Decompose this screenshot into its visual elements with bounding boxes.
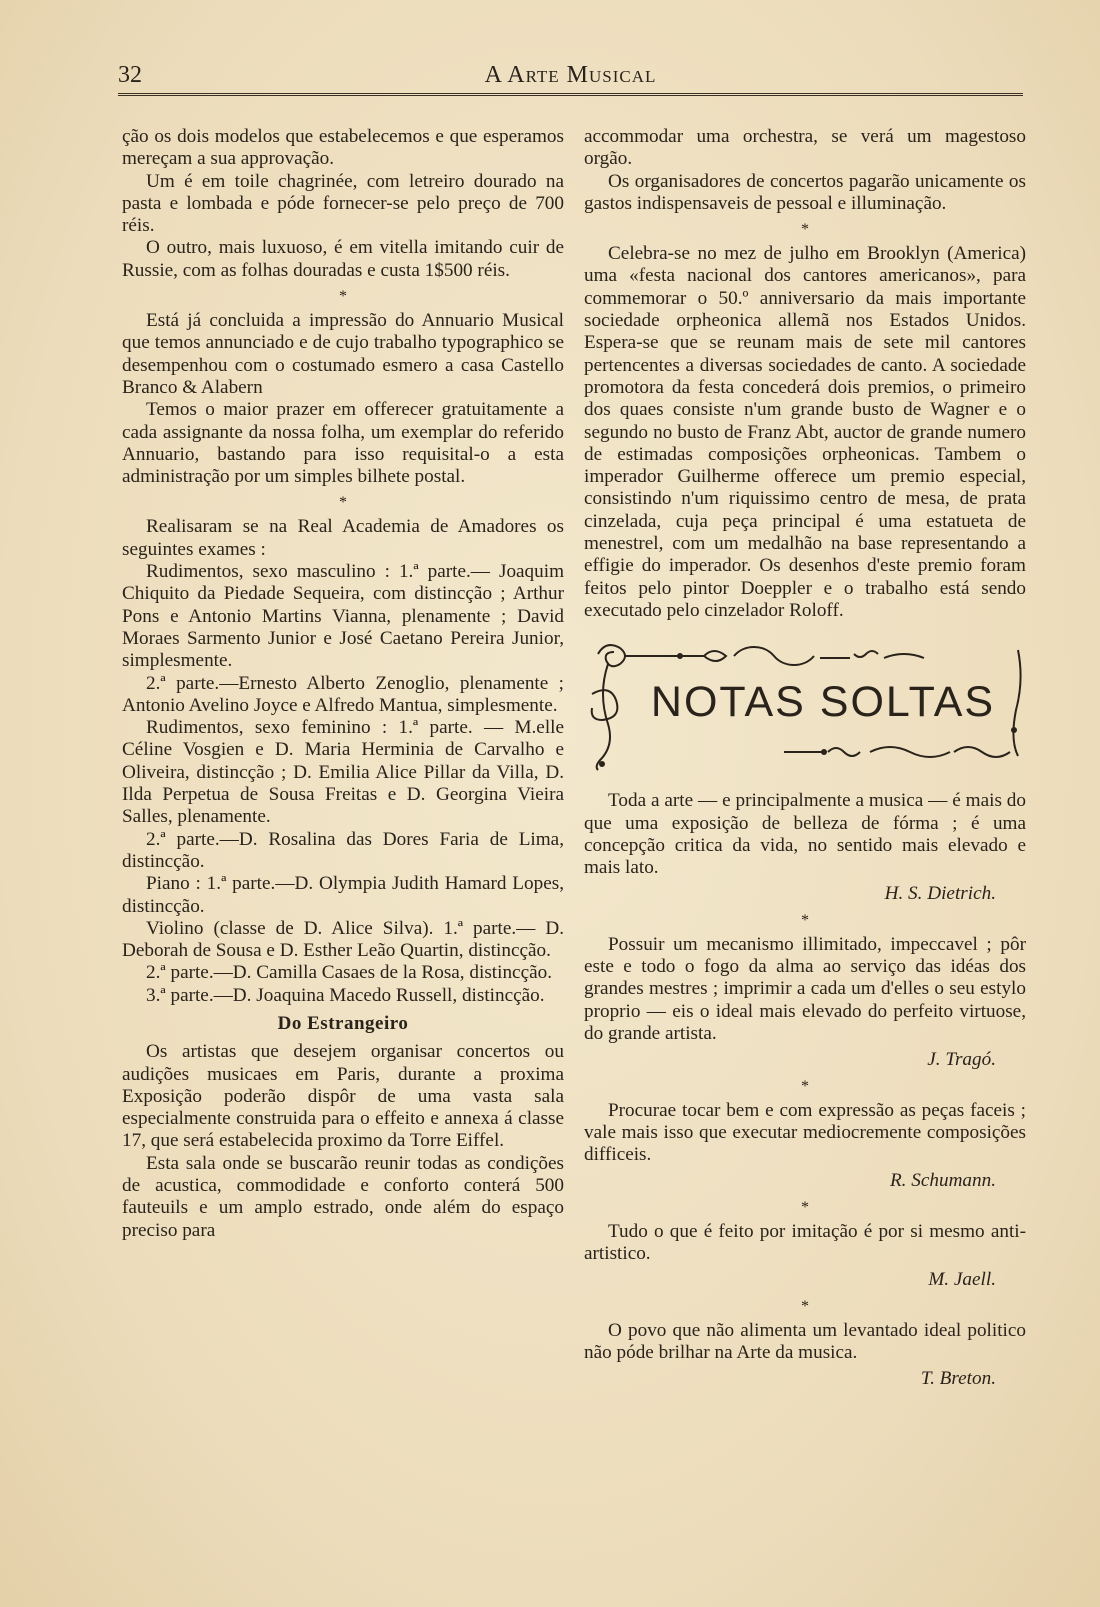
paragraph: accommodar uma orchestra, se verá um magestoso orgão. [584, 126, 1026, 170]
header-rule [118, 93, 1023, 96]
paragraph: 2.ª parte.—D. Rosalina das Dores Faria de Lima, distincção. [122, 828, 564, 872]
quote: Possuir um mecanismo illimitado, impeccavel ; pôr este e todo o fogo da alma ao serviço das idéas dos grandes mestres ; imprimir a cada um d'elles o seu estylo proprio — eis o ideal mais elevado do perfeito virtuose, do grande artista. [584, 933, 1026, 1044]
journal-title: A Arte Musical [484, 62, 657, 88]
quote: Tudo o que é feito por imitação é por si mesmo anti-artistico. [584, 1220, 1026, 1264]
separator-star: * [339, 288, 347, 306]
paragraph: O outro, mais luxuoso, é em vitella imitando cuir de Russie, com as folhas douradas e custa 1$500 réis. [122, 237, 564, 281]
paragraph: Rudimentos, sexo feminino : 1.ª parte. — M.elle Céline Vosgien e D. Maria Herminia de Carvalho e Oliveira, distincção ; D. Emilia Alice Pillar da Villa, D. Ilda Perpetua de Sousa Freitas e D. Georgina Vieira Salles, plenamente. [122, 717, 564, 828]
paragraph: Piano : 1.ª parte.—D. Olympia Judith Hamard Lopes, distincção. [122, 873, 564, 917]
paragraph: 3.ª parte.—D. Joaquina Macedo Russell, distincção. [146, 984, 545, 1006]
right-column [584, 126, 1026, 1392]
quote: Toda a arte — e principalmente a musica — é mais do que uma exposição de belleza de fórma ; é uma concepção critica da vida, no sentido mais elevado e mais lato. [584, 790, 1026, 879]
separator-star: * [801, 1077, 809, 1095]
separator-star: * [801, 911, 809, 929]
quote-author: M. Jaell. [928, 1269, 996, 1291]
paragraph: Celebra-se no mez de julho em Brooklyn (America) uma «festa nacional dos cantores americanos», para commemorar o 50.º anniversario da mais importante sociedade orpheonica allemã nos Estados Unidos. Espera-se que se reunam mais de sete mil cantores pertencentes a diversas sociedades de canto. A sociedade promotora da festa concederá dois premios, o primeiro dos quaes consiste n'um grande busto de Wagner e o segundo no busto de Franz Abt, auctor de grande numero de estimadas composições orpheonicas. Tambem o imperador Guilherme offerece um premio especial, consistindo n'um riquissimo centro de mesa, de prata cinzelada, cuja peça principal é uma estatueta de menestrel, com um medalhão na base representando a effigie do imperador. Os desenhos d'este premio foram feitos pelo pintor Doeppler e o trabalho está sendo executado pelo cinzelador Roloff. [584, 243, 1026, 621]
quote-author: J. Tragó. [927, 1049, 996, 1071]
notas-soltas-header [584, 634, 1026, 774]
paragraph: ção os dois modelos que estabelecemos e que esperamos mereçam a sua approvação. [122, 126, 564, 170]
quote: O povo que não alimenta um levantado ideal politico não póde brilhar na Arte da musica. [584, 1319, 1026, 1363]
separator-star: * [801, 1297, 809, 1315]
quote-author: R. Schumann. [889, 1170, 996, 1192]
paragraph: Temos o maior prazer em offerecer gratuitamente a cada assignante da nossa folha, um exemplar do referido Annuario, bastando para isso requisital-o a esta administração por um simples bilhete postal. [122, 399, 564, 488]
page-header [118, 60, 1023, 92]
quote: Procurae tocar bem e com expressão as peças faceis ; vale mais isso que executar mediocremente composições difficeis. [584, 1099, 1026, 1166]
paragraph: 2.ª parte.—Ernesto Alberto Zenoglio, plenamente ; Antonio Avelino Joyce e Alfredo Mantua, simplesmente. [122, 672, 564, 716]
page-number: 32 [118, 62, 142, 88]
paragraph: Violino (classe de D. Alice Silva). 1.ª parte.— D. Deborah de Sousa e D. Esther Leão Quartin, distincção. [122, 917, 564, 962]
section-title: NOTAS SOLTAS [650, 678, 996, 727]
paragraph: Um é em toile chagrinée, com letreiro dourado na pasta e lombada e póde fornecer-se pelo preço de 700 réis. [122, 170, 564, 237]
quote-author: H. S. Dietrich. [884, 883, 996, 905]
paragraph: 2.ª parte.—D. Camilla Casaes de la Rosa, distincção. [146, 962, 552, 984]
paragraph: Os artistas que desejem organisar concertos ou audições musicaes em Paris, durante a proxima Exposição poderão dispôr de uma vasta sala especialmente construida para o effeito e annexa á classe 17, que será estabelecida proximo da Torre Eiffel. [122, 1041, 564, 1152]
separator-star: * [339, 494, 347, 512]
paragraph: Os organisadores de concertos pagarão unicamente os gastos indispensaveis de pessoal e illuminação. [584, 170, 1026, 214]
paragraph: Está já concluida a impressão do Annuario Musical que temos annunciado e de cujo trabalho typographico se desempenhou com o costumado esmero a casa Castello Branco & Alabern [122, 310, 564, 398]
paragraph: Realisaram se na Real Academia de Amadores os seguintes exames : [122, 516, 564, 560]
paragraph: Esta sala onde se buscarão reunir todas as condições de acustica, commodidade e conforto conterá 500 fauteuils e um amplo estrado, onde além do espaço preciso para [122, 1152, 564, 1241]
left-column [122, 126, 564, 1242]
separator-star: * [801, 221, 809, 239]
paragraph: Rudimentos, sexo masculino : 1.ª parte.— Joaquim Chiquito da Piedade Sequeira, com distincção ; Arthur Pons e Antonio Martins Vianna, plenamente ; David Moraes Sarmento Junior e José Caetano Pereira Junior, simplesmente. [122, 561, 564, 672]
section-subheading: Do Estrangeiro [277, 1012, 409, 1034]
quote-author: T. Breton. [920, 1368, 996, 1390]
separator-star: * [801, 1198, 809, 1216]
